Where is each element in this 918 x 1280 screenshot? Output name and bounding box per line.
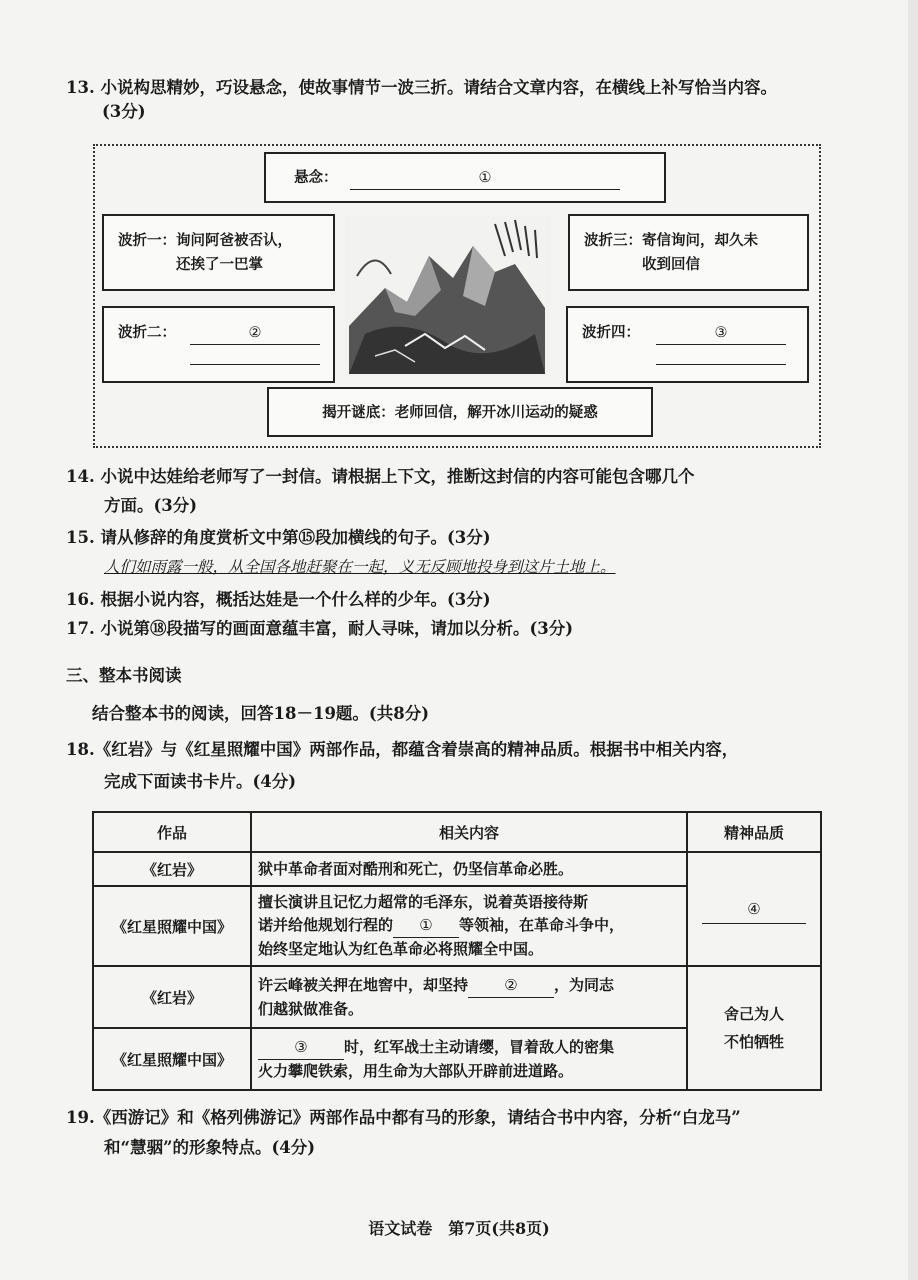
question-14	[66, 465, 694, 518]
twist1-line1	[118, 230, 292, 252]
twist3-line1	[584, 230, 758, 252]
twist2-box	[102, 306, 335, 383]
row1-work: 《红岩》	[93, 852, 251, 886]
row2-content	[251, 886, 687, 966]
question-13	[66, 76, 777, 124]
twist4-box	[566, 306, 809, 383]
row2-content-d: 始终坚定地认为红色革命必将照耀全中国。	[258, 940, 544, 958]
twist3-text1: 寄信询问，却久未	[642, 232, 758, 249]
question-18	[66, 738, 738, 794]
row3-content	[251, 966, 687, 1028]
twist2-label: 波折二：	[118, 324, 176, 341]
twist4-blank	[656, 322, 786, 345]
quality-line1: 舍己为人	[723, 1005, 784, 1023]
row4-content-b: 火力攀爬铁索，用生命为大部队开辟前进道路。	[258, 1061, 574, 1080]
twist1-text2: 还挨了一巴掌	[176, 256, 263, 273]
page-footer: 语文试卷 第7页(共8页)	[368, 1219, 550, 1238]
header-work: 作品	[93, 812, 251, 852]
quality-blank: ④	[702, 895, 806, 924]
question-19-line1: 19.《西游记》和《格列佛游记》两部作品中都有马的形象，请结合书中内容，分析“白龙马”	[66, 1108, 741, 1127]
table-row	[93, 852, 821, 886]
quality-cell-1	[687, 852, 821, 966]
row2-content-a: 擅长演讲且记忆力超常的毛泽东，说着英语接待斯	[258, 893, 589, 911]
twist3-text2: 收到回信	[642, 256, 700, 273]
twist1-text1: 询问阿爸被否认，	[176, 232, 292, 249]
row4-work: 《红星照耀中国》	[93, 1028, 251, 1090]
twist3-label: 波折三：	[584, 232, 642, 249]
header-quality: 精神品质	[687, 812, 821, 852]
row3-work: 《红岩》	[93, 966, 251, 1028]
row4-content-a: 时，红军战士主动请缨，冒着敌人的密集	[344, 1037, 615, 1056]
page-edge	[908, 0, 918, 1280]
row2-content-b: 诺并给他规划行程的	[258, 916, 394, 934]
question-17: 17. 小说第⑱段描写的画面意蕴丰富，耐人寻味，请加以分析。(3分)	[66, 619, 574, 638]
twist2-blank	[190, 322, 320, 345]
suspense-box	[264, 152, 666, 203]
question-15-quote: 人们如雨露一般，从全国各地赶聚在一起，义无反顾地投身到这片土地上。	[104, 558, 616, 576]
twist3-box	[568, 214, 809, 291]
twist4-mark: ③	[714, 325, 728, 341]
question-15	[66, 526, 616, 579]
twist1-label: 波折一：	[118, 232, 176, 249]
question-14-line2: 方面。(3分)	[104, 496, 198, 515]
row4-blank: ③	[258, 1036, 344, 1060]
row3-content-b: ，为同志	[554, 975, 615, 994]
row2-content-c: 等领袖，在革命斗争中，	[459, 916, 625, 934]
twist4-label: 波折四：	[582, 324, 640, 341]
section-3-title: 三、整本书阅读	[66, 666, 182, 685]
row1-content: 狱中革命者面对酷刑和死亡，仍坚信革命必胜。	[251, 852, 687, 886]
reading-card-table	[92, 811, 822, 1091]
reveal-text: 揭开谜底：老师回信，解开冰川运动的疑惑	[322, 404, 598, 421]
question-14-line1: 14. 小说中达娃给老师写了一封信。请根据上下文，推断这封信的内容可能包含哪几个	[66, 467, 695, 486]
row3-content-a: 许云峰被关押在地窖中，却坚持	[258, 975, 469, 994]
row2-blank: ①	[393, 914, 459, 938]
suspense-mark: ①	[478, 170, 492, 186]
row4-content	[251, 1028, 687, 1090]
section-3-intro: 结合整本书的阅读，回答18－19题。(共8分)	[92, 704, 430, 723]
question-16: 16. 根据小说内容，概括达娃是一个什么样的少年。(3分)	[66, 590, 491, 609]
reveal-box	[267, 387, 653, 437]
question-19-line2: 和“慧骃”的形象特点。(4分)	[104, 1138, 316, 1157]
suspense-label: 悬念：	[294, 169, 338, 186]
twist1-box	[102, 214, 335, 291]
table-header-row	[93, 812, 821, 852]
row3-content-c: 们越狱做准备。	[258, 999, 364, 1018]
plot-diagram-frame	[93, 144, 821, 448]
twist4-blank-2	[656, 352, 786, 365]
glacier-mountain-illustration	[345, 216, 551, 376]
quality-line2: 不怕牺牲	[723, 1033, 784, 1051]
twist2-blank-2	[190, 352, 320, 365]
question-18-line1: 18.《红岩》与《红星照耀中国》两部作品，都蕴含着崇高的精神品质。根据书中相关内容，	[66, 740, 739, 759]
row3-blank: ②	[468, 974, 554, 998]
row2-work: 《红星照耀中国》	[93, 886, 251, 966]
question-13-line2: (3分)	[102, 102, 146, 121]
question-19	[66, 1106, 741, 1160]
suspense-blank	[350, 167, 620, 190]
question-15-line1: 15. 请从修辞的角度赏析文中第⑮段加横线的句子。(3分)	[66, 528, 491, 547]
twist2-mark: ②	[248, 325, 262, 341]
question-18-line2: 完成下面读书卡片。(4分)	[104, 772, 297, 791]
header-content: 相关内容	[251, 812, 687, 852]
table-row	[93, 966, 821, 1028]
quality-cell-2	[687, 966, 821, 1090]
question-13-line1: 13. 小说构思精妙，巧设悬念，使故事情节一波三折。请结合文章内容，在横线上补写恰当内容。	[66, 78, 777, 97]
